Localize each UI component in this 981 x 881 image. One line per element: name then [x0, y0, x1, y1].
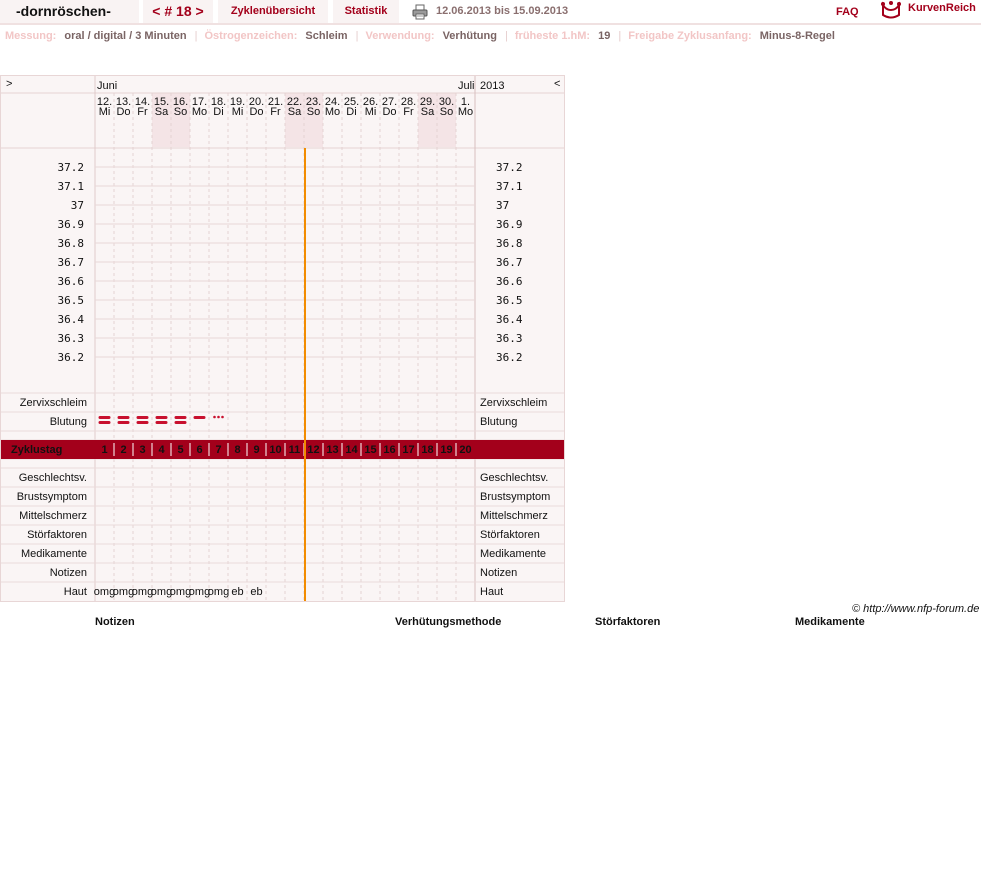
day-date: 20. — [248, 96, 265, 108]
temperature-label-right: 36.9 — [496, 218, 523, 231]
username: -dornröschen- — [0, 0, 139, 23]
bleeding-mark — [118, 416, 130, 419]
footer-heading-method: Verhütungsmethode — [395, 616, 502, 628]
temperature-label-right: 36.6 — [496, 275, 523, 288]
row-label-breast: Brustsymptom — [16, 491, 87, 503]
row-label-right-disturbances: Störfaktoren — [480, 529, 540, 541]
cycle-day-number: 20 — [459, 444, 472, 456]
day-weekday: Di — [213, 106, 224, 118]
cycle-chart-svg — [1, 76, 566, 603]
row-label-disturbances: Störfaktoren — [27, 529, 87, 541]
info-value-usage: Verhütung — [442, 30, 497, 42]
cycle-day-number: 18 — [421, 444, 434, 456]
temperature-label-right: 36.5 — [496, 294, 523, 307]
cycle-navigator — [143, 0, 213, 23]
bleeding-mark — [175, 416, 187, 419]
day-date: 21. — [267, 96, 284, 108]
bleeding-mark — [137, 421, 149, 424]
temperature-label-left: 36.5 — [57, 294, 84, 307]
row-label-medication: Medikamente — [20, 548, 87, 560]
temperature-label-right: 36.8 — [496, 237, 523, 250]
row-label-right-mucus: Zervixschleim — [480, 397, 548, 409]
temperature-label-left: 36.8 — [57, 237, 84, 250]
day-date: 22. — [286, 96, 303, 108]
divider: | — [504, 30, 508, 42]
skin-entry: omg — [112, 586, 135, 598]
prev-cycle-button[interactable]: < — [152, 3, 161, 19]
spotting-dot — [217, 416, 220, 419]
cycle-day-number: 2 — [120, 444, 127, 456]
temperature-label-right: 37.2 — [496, 161, 523, 174]
cycle-day-number: 3 — [139, 444, 146, 456]
cycle-day-number: 14 — [345, 444, 358, 456]
chart-prev-button: > — [6, 78, 13, 90]
cycle-day-number: 13 — [326, 444, 339, 456]
temperature-label-right: 36.2 — [496, 351, 523, 364]
day-date: 25. — [343, 96, 360, 108]
day-weekday: Mo — [324, 106, 341, 118]
skin-entry: omg — [207, 586, 230, 598]
skin-entry: omg — [131, 586, 154, 598]
day-date: 1. — [460, 96, 471, 108]
day-date: 15. — [153, 96, 170, 108]
skin-entry: eb — [250, 586, 263, 598]
day-date: 19. — [229, 96, 246, 108]
cycle-day-number: 19 — [440, 444, 453, 456]
row-label-mucus: Zervixschleim — [19, 397, 87, 409]
divider: | — [355, 30, 359, 42]
day-date: 29. — [419, 96, 436, 108]
year-label: 2013 — [480, 80, 505, 92]
temperature-label-left: 37.2 — [57, 161, 84, 174]
next-cycle-button[interactable]: > — [195, 3, 204, 19]
temperature-label-left: 36.3 — [57, 332, 84, 345]
faq-link[interactable]: FAQ — [836, 6, 859, 18]
skin-entry: omg — [169, 586, 192, 598]
bleeding-mark — [118, 421, 130, 424]
printer-icon[interactable] — [412, 4, 428, 20]
temperature-label-left: 36.9 — [57, 218, 84, 231]
day-weekday: Do — [116, 106, 131, 118]
day-weekday: So — [439, 106, 454, 118]
row-label-right-skin: Haut — [480, 586, 504, 598]
row-label-midpain: Mittelschmerz — [19, 510, 87, 522]
day-date: 13. — [115, 96, 132, 108]
temperature-label-left: 36.2 — [57, 351, 84, 364]
temperature-label-right: 37 — [496, 199, 510, 212]
cycle-day-number: 6 — [196, 444, 203, 456]
day-weekday: Mi — [231, 106, 244, 118]
row-label-intercourse: Geschlechtsv. — [18, 472, 87, 484]
bleeding-mark — [194, 416, 206, 419]
day-weekday: So — [306, 106, 321, 118]
info-value-estrogen: Schleim — [305, 30, 348, 42]
day-weekday: Do — [249, 106, 264, 118]
cycle-day-band — [1, 440, 564, 459]
cycle-day-number: 7 — [215, 444, 222, 456]
date-range: 12.06.2013 bis 15.09.2013 — [436, 5, 569, 17]
spotting-dot — [213, 416, 216, 419]
day-weekday: Fr — [270, 106, 281, 118]
skin-entry: eb — [231, 586, 244, 598]
info-label-earliest: früheste 1.hM: — [514, 30, 591, 42]
cycle-day-number: 8 — [234, 444, 241, 456]
day-date: 16. — [172, 96, 189, 108]
temperature-label-left: 36.4 — [57, 313, 84, 326]
row-label-right-bleeding: Blutung — [480, 416, 518, 428]
bleeding-mark — [99, 421, 111, 424]
cycle-number: # 18 — [164, 3, 192, 19]
row-label-right-notes: Notizen — [480, 567, 518, 579]
row-label-right-midpain: Mittelschmerz — [480, 510, 548, 522]
cycle-day-number: 17 — [402, 444, 415, 456]
info-value-measurement: oral / digital / 3 Minuten — [64, 30, 187, 42]
temperature-label-left: 36.6 — [57, 275, 84, 288]
temperature-label-left: 37 — [70, 199, 84, 212]
skin-entry: omg — [93, 586, 116, 598]
bleeding-mark — [156, 416, 168, 419]
spotting-dot — [221, 416, 224, 419]
cycle-day-number: 9 — [253, 444, 260, 456]
temperature-label-right: 36.7 — [496, 256, 523, 269]
day-weekday: Do — [382, 106, 397, 118]
day-weekday: Di — [346, 106, 357, 118]
chart-next-button: < — [554, 78, 561, 90]
cycle-day-number: 4 — [158, 444, 165, 456]
top-divider — [0, 23, 981, 25]
day-weekday: Sa — [154, 106, 169, 118]
temperature-label-right: 37.1 — [496, 180, 523, 193]
day-weekday: Fr — [137, 106, 148, 118]
footer-heading-notes: Notizen — [95, 616, 135, 628]
month-label-start: Juni — [97, 80, 118, 92]
day-date: 30. — [438, 96, 455, 108]
day-date: 12. — [96, 96, 113, 108]
cycle-day-number: 16 — [383, 444, 396, 456]
cycle-day-number: 11 — [288, 444, 301, 456]
cycle-day-number: 10 — [269, 444, 282, 456]
bleeding-mark — [137, 416, 149, 419]
row-label-right-intercourse: Geschlechtsv. — [480, 472, 549, 484]
bleeding-mark — [156, 421, 168, 424]
row-label-right-breast: Brustsymptom — [480, 491, 551, 503]
day-date: 27. — [381, 96, 398, 108]
day-weekday: Sa — [420, 106, 435, 118]
day-date: 18. — [210, 96, 227, 108]
bleeding-mark — [175, 421, 187, 424]
day-date: 23. — [305, 96, 322, 108]
day-date: 26. — [362, 96, 379, 108]
divider: | — [194, 30, 198, 42]
top-bar — [0, 0, 981, 25]
temperature-label-left: 36.7 — [57, 256, 84, 269]
temperature-label-left: 37.1 — [57, 180, 84, 193]
row-label-notes: Notizen — [49, 567, 87, 579]
day-date: 28. — [400, 96, 417, 108]
cycle-day-number: 1 — [101, 444, 108, 456]
month-label-end: Juli — [458, 80, 475, 92]
info-label-estrogen: Östrogenzeichen: — [204, 30, 298, 42]
temperature-label-right: 36.4 — [496, 313, 523, 326]
day-weekday: Mo — [457, 106, 474, 118]
day-weekday: Mo — [191, 106, 208, 118]
cycle-chart — [0, 75, 565, 602]
day-weekday: So — [173, 106, 188, 118]
info-value-release: Minus-8-Regel — [759, 30, 835, 42]
cycle-day-number: 15 — [364, 444, 377, 456]
skin-entry: omg — [188, 586, 211, 598]
statistics-button[interactable]: Statistik — [333, 0, 399, 23]
day-date: 24. — [324, 96, 341, 108]
footer-heading-disturbances: Störfaktoren — [595, 616, 661, 628]
day-date: 17. — [191, 96, 208, 108]
copyright: © http://www.nfp-forum.de — [852, 603, 980, 615]
cycle-overview-button[interactable]: Zyklenübersicht — [218, 0, 328, 23]
info-label-release: Freigabe Zyklusanfang: — [628, 30, 752, 42]
row-label-cycle-day: Zyklustag — [11, 444, 63, 456]
day-date: 14. — [134, 96, 151, 108]
logo-text[interactable]: KurvenReich — [908, 2, 976, 14]
row-label-skin: Haut — [63, 586, 87, 598]
day-weekday: Sa — [287, 106, 302, 118]
temperature-label-right: 36.3 — [496, 332, 523, 345]
bleeding-mark — [99, 416, 111, 419]
row-label-right-medication: Medikamente — [480, 548, 547, 560]
divider: | — [618, 30, 622, 42]
cycle-day-number: 5 — [177, 444, 184, 456]
day-weekday: Mi — [98, 106, 111, 118]
kurvenreich-logo-icon[interactable] — [880, 1, 902, 19]
info-label-measurement: Messung: — [5, 30, 57, 42]
row-label-bleeding: Blutung — [49, 416, 87, 428]
measurement-info — [5, 30, 839, 42]
footer-heading-medication: Medikamente — [795, 616, 865, 628]
skin-entry: omg — [150, 586, 173, 598]
info-value-earliest: 19 — [598, 30, 611, 42]
info-label-usage: Verwendung: — [365, 30, 435, 42]
day-weekday: Fr — [403, 106, 414, 118]
day-weekday: Mi — [364, 106, 377, 118]
cycle-day-number: 12 — [307, 444, 320, 456]
